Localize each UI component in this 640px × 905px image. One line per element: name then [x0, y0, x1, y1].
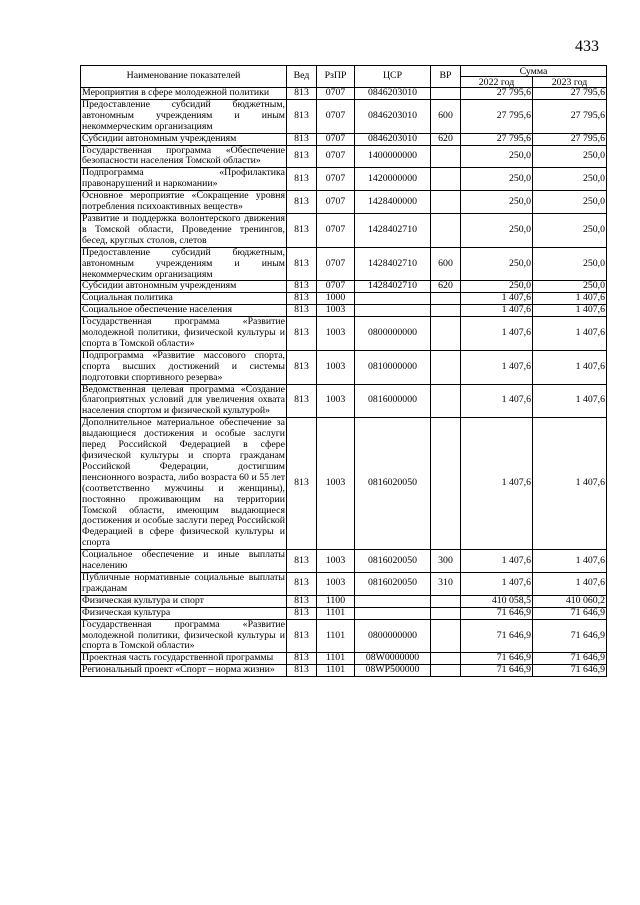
row-sum-2022: 1 407,6 — [461, 305, 533, 317]
row-sum-2023: 250,0 — [533, 281, 607, 293]
row-rzpr: 1000 — [317, 293, 355, 305]
header-2022: 2022 год — [461, 77, 533, 88]
row-ved: 813 — [287, 350, 317, 384]
table-row — [81, 145, 607, 168]
row-name: Физическая культура — [81, 607, 287, 619]
row-rzpr: 1003 — [317, 305, 355, 317]
row-vr — [431, 317, 461, 351]
row-vr — [431, 191, 461, 214]
row-csr: 08W0000000 — [355, 653, 431, 665]
row-csr — [355, 305, 431, 317]
row-vr — [431, 665, 461, 677]
row-sum-2023: 250,0 — [533, 168, 607, 191]
row-vr: 620 — [431, 133, 461, 145]
row-vr — [431, 384, 461, 418]
table-row — [81, 418, 607, 550]
table-row — [81, 350, 607, 384]
table-row — [81, 653, 607, 665]
row-vr — [431, 653, 461, 665]
row-vr — [431, 145, 461, 168]
table-row — [81, 247, 607, 281]
row-ved: 813 — [287, 653, 317, 665]
table-row — [81, 607, 607, 619]
row-ved: 813 — [287, 572, 317, 595]
row-vr: 620 — [431, 281, 461, 293]
table-row — [81, 213, 607, 247]
row-rzpr: 1101 — [317, 653, 355, 665]
row-rzpr: 0707 — [317, 281, 355, 293]
row-ved: 813 — [287, 191, 317, 214]
row-vr — [431, 607, 461, 619]
table-row — [81, 293, 607, 305]
row-csr: 0800000000 — [355, 317, 431, 351]
row-rzpr: 0707 — [317, 213, 355, 247]
row-csr: 0810000000 — [355, 350, 431, 384]
row-name: Физическая культура и спорт — [81, 595, 287, 607]
row-vr — [431, 213, 461, 247]
row-ved: 813 — [287, 317, 317, 351]
table-row — [81, 572, 607, 595]
row-sum-2022: 71 646,9 — [461, 619, 533, 653]
row-csr: 0846203010 — [355, 133, 431, 145]
row-rzpr: 0707 — [317, 133, 355, 145]
row-name: Государственная программа «Обеспечение безопасности населения Томской области» — [82, 144, 285, 167]
row-sum-2022: 250,0 — [461, 247, 533, 281]
row-sum-2023: 27 795,6 — [533, 88, 607, 100]
row-csr: 1400000000 — [355, 145, 431, 168]
row-rzpr: 0707 — [317, 247, 355, 281]
row-vr — [431, 168, 461, 191]
header-sum: Сумма — [461, 66, 607, 77]
row-sum-2023: 71 646,9 — [533, 653, 607, 665]
row-csr: 1420000000 — [355, 168, 431, 191]
row-csr — [355, 595, 431, 607]
row-sum-2022: 1 407,6 — [461, 550, 533, 573]
row-ved: 813 — [287, 619, 317, 653]
row-sum-2023: 250,0 — [533, 213, 607, 247]
row-sum-2022: 71 646,9 — [461, 665, 533, 677]
row-name: Государственная программа «Развитие молодежной политики, физической культуры и спорта в Томской области» — [82, 618, 285, 652]
row-csr: 0816020050 — [355, 572, 431, 595]
header-name: Наименование показателей — [81, 66, 287, 88]
row-rzpr: 1101 — [317, 607, 355, 619]
row-vr: 300 — [431, 550, 461, 573]
row-name: Развитие и поддержка волонтерского движения в Томской области, Проведение тренингов, бесед, круглых столов, слетов — [82, 212, 285, 246]
row-sum-2023: 27 795,6 — [533, 99, 607, 133]
row-sum-2023: 71 646,9 — [533, 619, 607, 653]
row-sum-2022: 250,0 — [461, 145, 533, 168]
row-sum-2023: 71 646,9 — [533, 665, 607, 677]
row-vr — [431, 350, 461, 384]
row-name: Публичные нормативные социальные выплаты гражданам — [82, 571, 285, 594]
row-rzpr: 1003 — [317, 550, 355, 573]
table-row — [81, 619, 607, 653]
row-sum-2022: 1 407,6 — [461, 293, 533, 305]
row-name: Социальная политика — [81, 293, 287, 305]
row-ved: 813 — [287, 550, 317, 573]
row-sum-2022: 410 058,5 — [461, 595, 533, 607]
table-header — [81, 66, 607, 88]
table-body — [81, 88, 607, 677]
row-vr — [431, 88, 461, 100]
row-csr: 1428402710 — [355, 247, 431, 281]
row-csr: 0816000000 — [355, 384, 431, 418]
row-ved: 813 — [287, 595, 317, 607]
budget-table — [80, 65, 607, 677]
row-sum-2022: 1 407,6 — [461, 418, 533, 550]
table-row — [81, 168, 607, 191]
table-row — [81, 665, 607, 677]
row-sum-2023: 1 407,6 — [533, 350, 607, 384]
row-name: Проектная часть государственной программы — [81, 653, 287, 665]
row-rzpr: 0707 — [317, 145, 355, 168]
row-sum-2022: 27 795,6 — [461, 88, 533, 100]
row-vr: 600 — [431, 99, 461, 133]
row-rzpr: 0707 — [317, 168, 355, 191]
row-csr: 0800000000 — [355, 619, 431, 653]
row-name: Подпрограмма «Профилактика правонарушений и наркомании» — [82, 167, 285, 190]
row-sum-2022: 27 795,6 — [461, 133, 533, 145]
row-rzpr: 1101 — [317, 619, 355, 653]
header-vr: ВР — [431, 66, 461, 88]
row-sum-2022: 71 646,9 — [461, 607, 533, 619]
row-ved: 813 — [287, 607, 317, 619]
row-name: Ведомственная целевая программа «Создание благоприятных условий для увеличения охвата населения спортом и физической культурой» — [82, 383, 285, 417]
row-sum-2023: 71 646,9 — [533, 607, 607, 619]
row-name: Основное мероприятие «Сокращение уровня потребления психоактивных веществ» — [82, 190, 285, 213]
row-sum-2022: 250,0 — [461, 213, 533, 247]
row-name: Подпрограмма «Развитие массового спорта, спорта высших достижений и системы подготовки спортивного резерва» — [82, 349, 285, 383]
row-ved: 813 — [287, 99, 317, 133]
table-row — [81, 191, 607, 214]
table-row — [81, 281, 607, 293]
table-row — [81, 88, 607, 100]
row-name: Субсидии автономным учреждениям — [81, 281, 287, 293]
row-csr — [355, 293, 431, 305]
row-vr: 600 — [431, 247, 461, 281]
row-vr — [431, 418, 461, 550]
row-name: Субсидии автономным учреждениям — [81, 133, 287, 145]
row-rzpr: 0707 — [317, 191, 355, 214]
row-ved: 813 — [287, 384, 317, 418]
row-ved: 813 — [287, 213, 317, 247]
row-rzpr: 1100 — [317, 595, 355, 607]
row-vr — [431, 293, 461, 305]
row-ved: 813 — [287, 281, 317, 293]
row-ved: 813 — [287, 293, 317, 305]
row-csr: 1428402710 — [355, 281, 431, 293]
row-name: Предоставление субсидий бюджетным, автономным учреждениям и иным некоммерческим организациям — [82, 246, 285, 280]
row-sum-2022: 1 407,6 — [461, 384, 533, 418]
row-sum-2022: 250,0 — [461, 191, 533, 214]
row-sum-2022: 1 407,6 — [461, 572, 533, 595]
row-vr — [431, 619, 461, 653]
row-sum-2023: 1 407,6 — [533, 572, 607, 595]
row-rzpr: 1003 — [317, 317, 355, 351]
header-ved: Вед — [287, 66, 317, 88]
row-name: Региональный проект «Спорт – норма жизни» — [81, 665, 287, 677]
row-rzpr: 1003 — [317, 572, 355, 595]
table-row — [81, 550, 607, 573]
header-2023: 2023 год — [533, 77, 607, 88]
row-csr: 0846203010 — [355, 88, 431, 100]
row-csr — [355, 607, 431, 619]
row-sum-2022: 27 795,6 — [461, 99, 533, 133]
table-row — [81, 384, 607, 418]
row-sum-2023: 1 407,6 — [533, 293, 607, 305]
row-sum-2022: 250,0 — [461, 281, 533, 293]
row-ved: 813 — [287, 247, 317, 281]
row-sum-2023: 1 407,6 — [533, 384, 607, 418]
header-rzpr: РзПР — [317, 66, 355, 88]
header-csr: ЦСР — [355, 66, 431, 88]
row-name: Государственная программа «Развитие молодежной политики, физической культуры и спорта в Томской области» — [82, 316, 285, 349]
row-ved: 813 — [287, 418, 317, 550]
table-row — [81, 99, 607, 133]
row-ved: 813 — [287, 133, 317, 145]
row-csr: 0816020050 — [355, 418, 431, 550]
row-name: Предоставление субсидий бюджетным, автономным учреждениям и иным некоммерческим организациям — [82, 98, 285, 132]
row-csr: 0816020050 — [355, 550, 431, 573]
table-row — [81, 595, 607, 607]
row-sum-2022: 250,0 — [461, 168, 533, 191]
row-vr — [431, 305, 461, 317]
row-sum-2023: 410 060,2 — [533, 595, 607, 607]
row-ved: 813 — [287, 305, 317, 317]
row-csr: 1428400000 — [355, 191, 431, 214]
row-name: Мероприятия в сфере молодежной политики — [81, 88, 287, 100]
row-csr: 08WP500000 — [355, 665, 431, 677]
page-number: 433 — [575, 38, 599, 55]
row-sum-2023: 1 407,6 — [533, 418, 607, 550]
row-sum-2023: 1 407,6 — [533, 305, 607, 317]
row-sum-2023: 250,0 — [533, 247, 607, 281]
row-rzpr: 0707 — [317, 99, 355, 133]
table-row — [81, 305, 607, 317]
row-ved: 813 — [287, 168, 317, 191]
row-name: Дополнительное материальное обеспечение за выдающиеся достижения и особые заслуги перед Российской Федерацией в сфере физической культуры и спорта гражданам Российской Федерации, достигшим пенсионного возраста, либо возраста 60 и 55 лет (соответственно мужчины и женщины), постоянно проживающим на территории Томской области, имеющим выдающиеся достижения и особые заслуги перед Российской Федерацией в сфере физической культуры и спорта — [82, 417, 285, 549]
row-sum-2022: 1 407,6 — [461, 350, 533, 384]
row-name: Социальное обеспечение населения — [81, 305, 287, 317]
row-sum-2022: 1 407,6 — [461, 317, 533, 351]
row-sum-2022: 71 646,9 — [461, 653, 533, 665]
row-ved: 813 — [287, 665, 317, 677]
row-csr: 1428402710 — [355, 213, 431, 247]
row-rzpr: 0707 — [317, 88, 355, 100]
row-name: Социальное обеспечение и иные выплаты населению — [82, 549, 285, 572]
row-ved: 813 — [287, 145, 317, 168]
row-sum-2023: 250,0 — [533, 191, 607, 214]
row-sum-2023: 250,0 — [533, 145, 607, 168]
row-rzpr: 1003 — [317, 384, 355, 418]
row-rzpr: 1101 — [317, 665, 355, 677]
row-rzpr: 1003 — [317, 350, 355, 384]
row-sum-2023: 1 407,6 — [533, 550, 607, 573]
row-rzpr: 1003 — [317, 418, 355, 550]
table-row — [81, 133, 607, 145]
row-sum-2023: 1 407,6 — [533, 317, 607, 351]
row-csr: 0846203010 — [355, 99, 431, 133]
row-vr: 310 — [431, 572, 461, 595]
row-ved: 813 — [287, 88, 317, 100]
table-row — [81, 317, 607, 351]
row-sum-2023: 27 795,6 — [533, 133, 607, 145]
row-vr — [431, 595, 461, 607]
